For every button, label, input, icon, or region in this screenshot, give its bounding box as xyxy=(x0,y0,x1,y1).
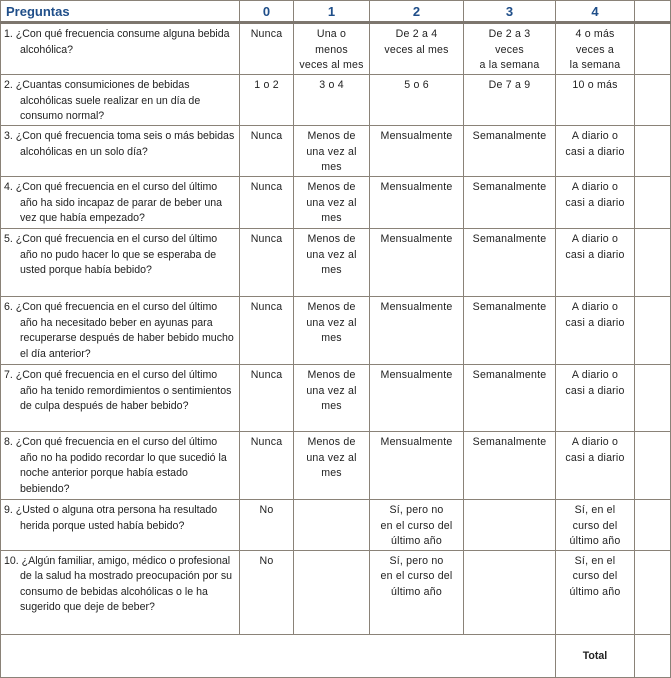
question-cell xyxy=(1,229,240,297)
question-cell xyxy=(1,177,240,229)
option-cell-score-4 xyxy=(556,229,635,297)
option-cell-score-3 xyxy=(464,432,556,500)
score-entry-cell[interactable] xyxy=(635,365,671,432)
option-text: 5 o 6 xyxy=(404,79,429,91)
option-text: mes xyxy=(321,212,342,224)
option-text: Menos de xyxy=(307,233,356,245)
total-value-cell[interactable] xyxy=(635,634,671,677)
option-cell-score-4 xyxy=(556,177,635,229)
option-text: casi a diario xyxy=(565,196,625,209)
option-cell-score-1 xyxy=(294,23,370,75)
option-text: Semanalmente xyxy=(472,181,547,193)
option-text: Nunca xyxy=(250,181,283,193)
score-entry-cell[interactable] xyxy=(635,500,671,551)
option-text: Mensualmente xyxy=(380,130,453,142)
option-text: 10 o más xyxy=(572,79,618,91)
option-cell-score-0 xyxy=(240,229,294,297)
option-cell-score-0 xyxy=(240,550,294,634)
option-cell-score-2 xyxy=(370,365,464,432)
option-text: Mensualmente xyxy=(380,301,453,313)
option-text: una vez al xyxy=(306,316,357,329)
option-text: A diario o xyxy=(571,130,619,142)
option-text: Semanalmente xyxy=(472,369,547,381)
option-cell-score-4 xyxy=(556,126,635,177)
option-text: veces al mes xyxy=(299,59,364,71)
option-text: una vez al xyxy=(306,145,357,158)
question-text: 8. ¿Con qué frecuencia en el curso del último año no ha podido recordar lo que sucedió la noche anterior porque había estado bebiendo? xyxy=(4,436,227,495)
question-cell xyxy=(1,126,240,177)
header-score-1: 1 xyxy=(294,1,370,23)
option-text: 4 o más xyxy=(575,28,615,40)
header-questions: Preguntas xyxy=(1,1,240,23)
option-cell-score-4 xyxy=(556,432,635,500)
question-text: 9. ¿Usted o alguna otra persona ha resultado herida porque usted había bebido? xyxy=(4,504,218,532)
option-cell-score-0 xyxy=(240,75,294,126)
option-text: mes xyxy=(321,400,342,412)
option-text: en el curso del xyxy=(380,519,453,532)
option-cell-score-3 xyxy=(464,297,556,365)
option-text: Sí, pero no xyxy=(389,554,444,567)
option-cell-score-1 xyxy=(294,177,370,229)
header-row xyxy=(1,1,671,23)
score-entry-cell[interactable] xyxy=(635,126,671,177)
option-cell-score-0 xyxy=(240,177,294,229)
option-cell-score-3 xyxy=(464,500,556,551)
option-cell-score-2 xyxy=(370,75,464,126)
option-cell-score-2 xyxy=(370,126,464,177)
option-text: Nunca xyxy=(250,369,283,381)
option-text: Menos de xyxy=(307,301,356,313)
option-text: una vez al xyxy=(306,196,357,209)
question-text: 2. ¿Cuantas consumiciones de bebidas alcohólicas suele realizar en un día de consumo normal? xyxy=(4,79,201,122)
option-text: curso del xyxy=(572,519,618,532)
score-entry-cell[interactable] xyxy=(635,550,671,634)
option-text: veces xyxy=(495,43,524,56)
question-row xyxy=(1,229,671,297)
option-text: A diario o xyxy=(571,181,619,193)
question-cell xyxy=(1,550,240,634)
option-text: casi a diario xyxy=(565,316,625,329)
option-text: último año xyxy=(391,535,442,547)
option-cell-score-4 xyxy=(556,297,635,365)
option-text: mes xyxy=(321,332,342,344)
option-cell-score-1 xyxy=(294,432,370,500)
option-cell-score-0 xyxy=(240,297,294,365)
option-cell-score-2 xyxy=(370,432,464,500)
option-text: en el curso del xyxy=(380,570,453,582)
option-text: No xyxy=(259,554,274,567)
question-cell xyxy=(1,365,240,432)
option-cell-score-1 xyxy=(294,297,370,365)
option-text: curso del xyxy=(572,570,618,582)
option-text: Nunca xyxy=(250,233,283,245)
score-entry-cell[interactable] xyxy=(635,432,671,500)
option-text: A diario o xyxy=(571,301,619,313)
option-text: Menos de xyxy=(307,130,356,142)
option-cell-score-1 xyxy=(294,500,370,551)
option-text: De 7 a 9 xyxy=(488,79,531,91)
option-text: Mensualmente xyxy=(380,436,453,448)
option-text: A diario o xyxy=(571,436,619,448)
questions-body xyxy=(1,23,671,635)
option-text: último año xyxy=(569,585,621,598)
header-score-blank xyxy=(635,1,671,23)
option-text: De 2 a 3 xyxy=(488,28,531,40)
option-text: A diario o xyxy=(571,369,619,381)
option-text: Sí, pero no xyxy=(389,504,444,516)
option-cell-score-4 xyxy=(556,500,635,551)
question-row xyxy=(1,550,671,634)
option-cell-score-3 xyxy=(464,177,556,229)
score-entry-cell[interactable] xyxy=(635,297,671,365)
option-cell-score-4 xyxy=(556,23,635,75)
score-entry-cell[interactable] xyxy=(635,23,671,75)
option-text: Nunca xyxy=(250,130,283,142)
option-text: Una o xyxy=(316,28,347,40)
option-cell-score-3 xyxy=(464,550,556,634)
option-text: 1 o 2 xyxy=(254,79,279,91)
option-cell-score-3 xyxy=(464,75,556,126)
question-cell xyxy=(1,500,240,551)
option-cell-score-3 xyxy=(464,23,556,75)
question-row xyxy=(1,432,671,500)
option-text: Semanalmente xyxy=(472,436,547,448)
option-cell-score-0 xyxy=(240,126,294,177)
option-text: casi a diario xyxy=(565,248,625,261)
header-score-2: 2 xyxy=(370,1,464,23)
option-text: mes xyxy=(321,264,342,276)
question-row xyxy=(1,297,671,365)
option-text: A diario o xyxy=(571,233,619,245)
total-row xyxy=(1,634,671,677)
option-text: Mensualmente xyxy=(380,181,453,193)
option-cell-score-1 xyxy=(294,75,370,126)
option-cell-score-3 xyxy=(464,365,556,432)
option-cell-score-1 xyxy=(294,229,370,297)
score-entry-cell[interactable] xyxy=(635,177,671,229)
option-text: mes xyxy=(321,161,342,173)
option-cell-score-0 xyxy=(240,500,294,551)
option-cell-score-2 xyxy=(370,500,464,551)
option-cell-score-2 xyxy=(370,177,464,229)
question-text: 3. ¿Con qué frecuencia toma seis o más bebidas alcohólicas en un solo día? xyxy=(4,130,235,158)
question-cell xyxy=(1,297,240,365)
option-cell-score-2 xyxy=(370,550,464,634)
option-text: Nunca xyxy=(250,301,283,313)
option-text: Semanalmente xyxy=(472,130,547,142)
option-cell-score-2 xyxy=(370,229,464,297)
option-cell-score-0 xyxy=(240,23,294,75)
option-text: Mensualmente xyxy=(380,233,453,245)
option-text: No xyxy=(259,504,274,516)
option-text: Semanalmente xyxy=(472,233,547,245)
option-text: 3 o 4 xyxy=(319,79,344,91)
option-text: una vez al xyxy=(306,384,357,397)
option-cell-score-2 xyxy=(370,23,464,75)
question-row xyxy=(1,75,671,126)
question-text: 4. ¿Con qué frecuencia en el curso del último año ha sido incapaz de parar de beber una vez que había empezado? xyxy=(4,181,223,224)
option-text: Semanalmente xyxy=(472,301,547,313)
option-cell-score-2 xyxy=(370,297,464,365)
option-text: veces al mes xyxy=(384,43,449,56)
question-text: 6. ¿Con qué frecuencia en el curso del último año ha necesitado beber en ayunas para recuperarse después de haber bebido mucho el día anterior? xyxy=(4,301,234,360)
option-text: último año xyxy=(569,535,621,547)
option-cell-score-4 xyxy=(556,550,635,634)
option-text: Nunca xyxy=(250,28,283,40)
option-text: casi a diario xyxy=(565,384,625,397)
option-cell-score-1 xyxy=(294,365,370,432)
question-row xyxy=(1,126,671,177)
total-label: Total xyxy=(556,634,635,677)
question-text: 1. ¿Con qué frecuencia consume alguna bebida alcohólica? xyxy=(4,28,230,56)
header-score-3: 3 xyxy=(464,1,556,23)
option-text: Mensualmente xyxy=(380,369,453,381)
option-cell-score-3 xyxy=(464,126,556,177)
option-cell-score-4 xyxy=(556,365,635,432)
option-text: casi a diario xyxy=(565,451,625,464)
option-text: mes xyxy=(321,467,342,479)
option-text: menos xyxy=(315,43,348,56)
option-text: último año xyxy=(391,585,442,598)
total-spacer xyxy=(1,634,556,677)
question-cell xyxy=(1,23,240,75)
option-text: Sí, en el xyxy=(574,504,616,516)
option-cell-score-1 xyxy=(294,126,370,177)
question-row xyxy=(1,500,671,551)
question-text: 5. ¿Con qué frecuencia en el curso del último año no pudo hacer lo que se esperaba de usted porque había bebido? xyxy=(4,233,218,276)
option-text: Menos de xyxy=(307,436,356,448)
option-text: De 2 a 4 xyxy=(395,28,438,40)
score-entry-cell[interactable] xyxy=(635,75,671,126)
option-text: veces a xyxy=(576,43,614,56)
question-cell xyxy=(1,432,240,500)
option-cell-score-0 xyxy=(240,432,294,500)
question-text: 7. ¿Con qué frecuencia en el curso del último año ha tenido remordimientos o sentimientos de culpa después de haber bebido? xyxy=(4,369,232,412)
option-text: Menos de xyxy=(307,181,356,193)
header-score-0: 0 xyxy=(240,1,294,23)
option-text: a la semana xyxy=(479,59,540,71)
option-text: Sí, en el xyxy=(574,554,616,567)
question-row xyxy=(1,177,671,229)
header-score-4: 4 xyxy=(556,1,635,23)
option-cell-score-0 xyxy=(240,365,294,432)
question-row xyxy=(1,23,671,75)
option-cell-score-3 xyxy=(464,229,556,297)
option-cell-score-1 xyxy=(294,550,370,634)
question-cell xyxy=(1,75,240,126)
option-text: una vez al xyxy=(306,451,357,464)
option-text: Nunca xyxy=(250,436,283,448)
option-text: Menos de xyxy=(307,369,356,381)
option-text: una vez al xyxy=(306,248,357,261)
option-text: casi a diario xyxy=(565,145,625,158)
question-text: 10. ¿Algún familiar, amigo, médico o profesional de la salud ha mostrado preocupación por su consumo de bebidas alcohólicas o le ha sugerido que deje de beber? xyxy=(4,554,233,613)
score-entry-cell[interactable] xyxy=(635,229,671,297)
question-row xyxy=(1,365,671,432)
option-text: la semana xyxy=(569,59,621,71)
option-cell-score-4 xyxy=(556,75,635,126)
